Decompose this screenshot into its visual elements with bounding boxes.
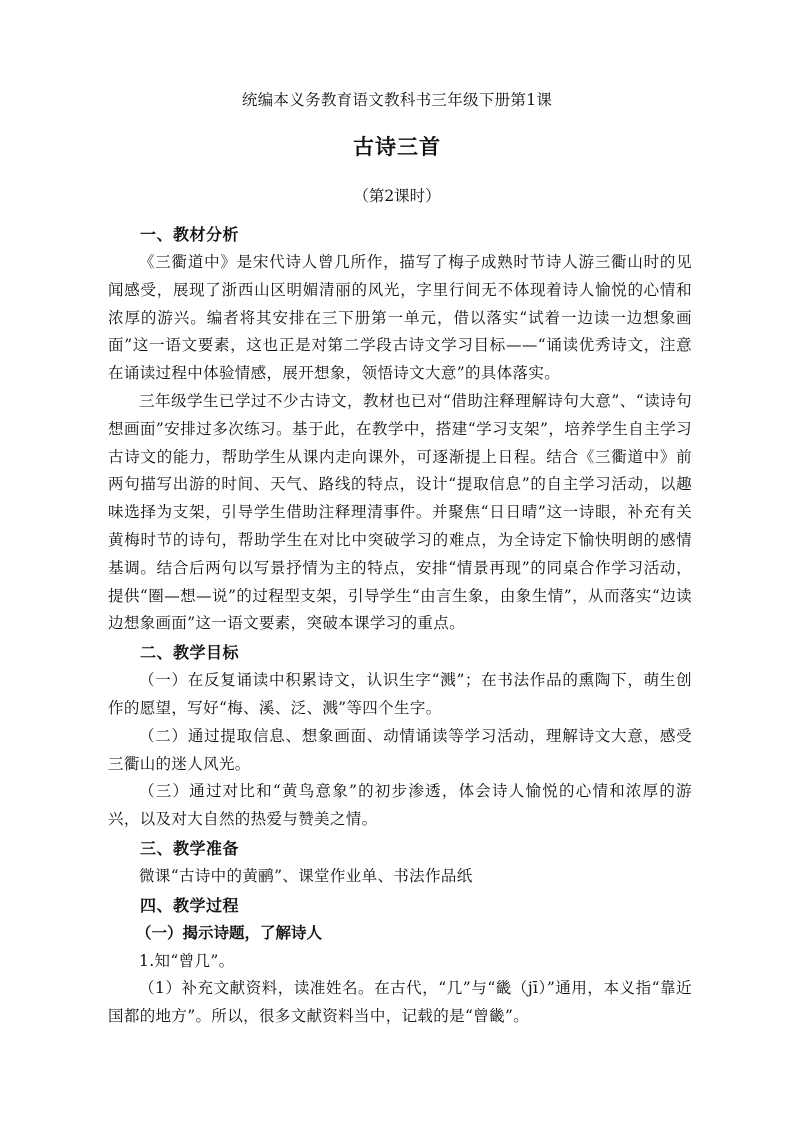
section-heading-material-analysis: 一、教材分析 [140,225,240,244]
goal-2: （二）通过提取信息、想象画面、动情诵读等学习活动，理解诗文大意，感受三衢山的迷人风光。 [108,726,692,773]
paragraph-material-analysis-2: 三年级学生已学过不少古诗文，教材也已对“借助注释理解诗句大意”、“读诗句想画面”安排过多次练习。基于此，在教学中，搭建“学习支架”，培养学生自主学习古诗文的能力，帮助学生从课内走向课外，可逐渐提上日程。结合《三衢道中》前两句描写出游的时间、天气、路线的特点，设计“提取信息”的自主学习活动，以趣味选择为支架，引导学生借助注释理清事件。并聚焦“日日晴”这一诗眼，补充有关黄梅时节的诗句，帮助学生在对比中突破学习的难点，为全诗定下愉快明朗的感情基调。结合后两句以写景抒情为主的特点，安排“情景再现”的同桌合作学习活动，提供“圈—想—说”的过程型支架，引导学生“由言生象，由象生情”，从而落实“边读边想象画面”这一语文要素，突破本课学习的重点。 [108,391,692,633]
section-heading-teaching-preparation: 三、教学准备 [140,838,240,858]
document-body [108,220,692,1031]
lesson-title: 古诗三首 [353,135,441,159]
goal-3: （三）通过对比和“黄鸟意象”的初步渗透，体会诗人愉悦的心情和浓厚的游兴，以及对大自然的热爱与赞美之情。 [108,782,692,829]
process-item-1: 1.知“曾几”。 [139,951,235,970]
paragraph-material-analysis-1: 《三衢道中》是宋代诗人曾几所作，描写了梅子成熟时节诗人游三衢山时的见闻感受，展现了浙西山区明媚清丽的风光，字里行间无不体现着诗人愉悦的心情和浓厚的游兴。编者将其安排在三下册第一单元，借以落实“试着一边读一边想象画面”这一语文要素，这也正是对第二学段古诗文学习目标——“诵读优秀诗文，注意在诵读过程中体验情感，展开想象，领悟诗文大意”的具体落实。 [108,253,692,383]
goal-1: （一）在反复诵读中积累诗文，认识生字“溅”；在书法作品的熏陶下，萌生创作的愿望，写好“梅、溪、泛、溅”等四个生字。 [108,671,692,717]
paragraph-preparation: 微课“古诗中的黄鹂”、课堂作业单、书法作品纸 [139,866,473,885]
subsection-heading-reveal-title: （一）揭示诗题，了解诗人 [136,923,323,942]
paragraph-process-1: （1）补充文献资料，读准姓名。在古代，“几”与“畿（jī）”通用，本义指“靠近国都的地方”。所以，很多文献资料当中，记载的是“曾畿”。 [108,979,692,1026]
lesson-subtitle: （第2课时） [353,187,441,205]
section-heading-teaching-process: 四、教学过程 [140,895,240,915]
textbook-header: 统编本义务教育语文教科书三年级下册第1课 [241,91,553,109]
section-heading-teaching-goals: 二、教学目标 [140,643,240,663]
